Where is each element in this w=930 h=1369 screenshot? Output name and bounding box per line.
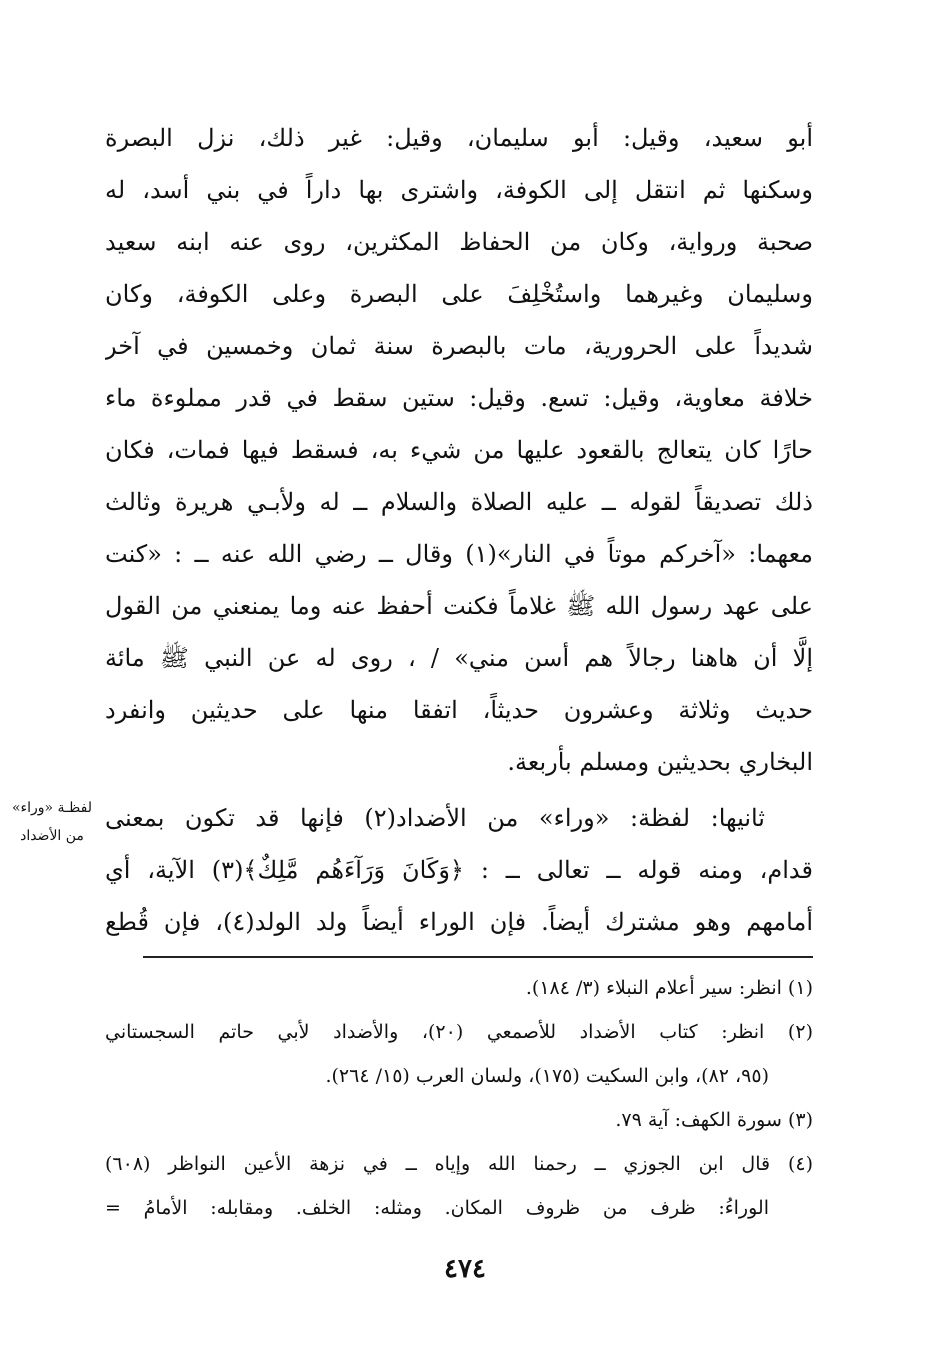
- margin-heading-line: لفظـة «وراء»: [11, 800, 92, 816]
- text-line: ثانيها: لفظة: «وراء» من الأضداد(٢) فإنها قد تكون بمعنى: [105, 804, 765, 832]
- margin-heading: [4, 794, 100, 850]
- main-paragraph: [105, 112, 813, 788]
- text-line: ذلك تصديقاً لقوله ــ عليه الصلاة والسلام ــ له ولأبـي هريرة وثالث: [105, 488, 813, 516]
- text-line: معهما: «آخركم موتاً في النار»(١) وقال ــ رضي الله عنه ــ : «كنت: [105, 540, 813, 568]
- footnote-line: (٣) سورة الكهف: آية ٧٩.: [615, 1109, 813, 1131]
- text-line: صحبة ورواية، وكان من الحفاظ المكثرين، روى عنه ابنه سعيد: [105, 228, 813, 256]
- margin-heading-line: من الأضداد: [20, 828, 84, 844]
- footnote-line: (١) انظر: سير أعلام النبلاء (٣/ ١٨٤).: [525, 977, 813, 999]
- text-line: خلافة معاوية، وقيل: تسع. وقيل: ستين سقط في قدر مملوءة ماء: [105, 384, 813, 412]
- footnote-line: (٩٥، ٨٢)، وابن السكيت (١٧٥)، ولسان العرب (١٥/ ٢٦٤).: [325, 1065, 769, 1087]
- footnote-separator: [143, 956, 813, 958]
- footnotes: [105, 966, 813, 1230]
- footnote-line: (٢) انظر: كتاب الأضداد للأصمعي (٢٠)، والأضداد لأبي حاتم السجستاني: [105, 1021, 813, 1043]
- text-line: أمامهم وهو مشترك أيضاً. فإن الوراء أيضاً ولد الولد(٤)، فإن قُطع: [105, 908, 813, 936]
- text-line: وسليمان وغيرهما واستُخْلِفَ على البصرة وعلى الكوفة، وكان: [105, 280, 813, 308]
- footnote-line: الوراءُ: ظرف من ظروف المكان. ومثله: الخلف. ومقابله: الأمامُ =: [105, 1197, 769, 1219]
- text-line: إلَّا أن هاهنا رجالاً هم أسن مني» / ، روى له عن النبي ﷺ مائة: [105, 644, 813, 672]
- text-line: وسكنها ثم انتقل إلى الكوفة، واشترى بها داراً في بني أسد، له: [105, 176, 813, 204]
- section-paragraph: [105, 792, 813, 948]
- text-line: على عهد رسول الله ﷺ غلاماً فكنت أحفظ عنه وما يمنعني من القول: [105, 592, 813, 620]
- text-line: قدام، ومنه قوله ــ تعالى ــ : ﴿وَكَانَ وَرَآءَهُم مَّلِكٌ﴾(٣) الآية، أي: [105, 856, 813, 884]
- text-line: البخاري بحديثين ومسلم بأربعة.: [507, 748, 813, 776]
- text-line: حديث وثلاثة وعشرون حديثاً، اتفقا منها على حديثين وانفرد: [105, 696, 813, 724]
- text-line: أبو سعيد، وقيل: أبو سليمان، وقيل: غير ذلك، نزل البصرة: [105, 124, 813, 152]
- text-line: شديداً على الحرورية، مات بالبصرة سنة ثمان وخمسين في آخر: [105, 332, 813, 360]
- text-line: حارًا كان يتعالج بالقعود عليها من شيء به، فسقط فيها فمات، فكان: [105, 436, 813, 464]
- page-number: ٤٧٤: [444, 1254, 486, 1284]
- footnote-line: (٤) قال ابن الجوزي ــ رحمنا الله وإياه ــ في نزهة الأعين النواظر (٦٠٨): [105, 1153, 813, 1175]
